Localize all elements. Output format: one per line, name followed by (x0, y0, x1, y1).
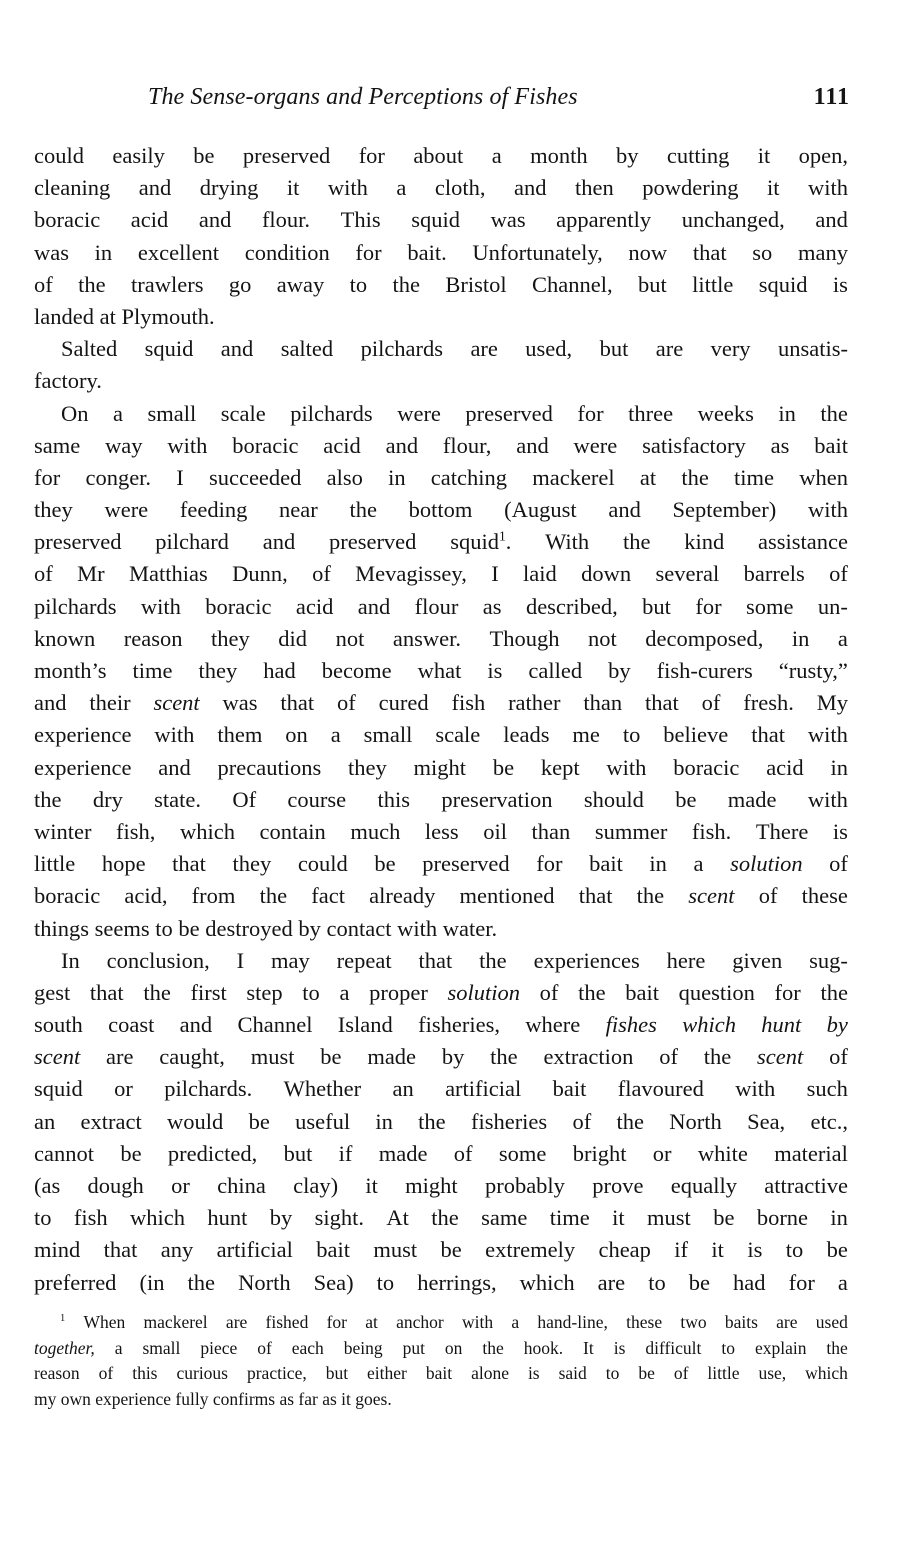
text-line: preserved pilchard and preserved squid$^1$. With the kind assistance (34, 528, 848, 555)
text-line: On a small scale pilchards were preserved for three weeks in the (61, 400, 848, 426)
footnote-line: together, a small piece of each being put on the hook. It is difficult to explain the (34, 1337, 848, 1358)
text-line: (as dough or china clay) it might probably prove equally attractive (34, 1173, 848, 1198)
text-line: month’s time they had become what is called by fish-curers “rusty,” (34, 658, 848, 683)
text-line: cleaning and drying it with a cloth, and then powdering it with (34, 175, 848, 201)
text-line: squid or pilchards. Whether an artificial bait flavoured with such (34, 1076, 848, 1102)
text-line: gest that the first step to a proper solution of the bait question for the (34, 979, 848, 1005)
text-line: Salted squid and salted pilchards are used, but are very unsatis- (61, 336, 848, 362)
text-line: same way with boracic acid and flour, and were satisfactory as bait (34, 432, 848, 458)
running-head (34, 84, 850, 124)
running-title: The Sense-organs and Perceptions of Fishes (148, 84, 578, 110)
footnotes (34, 1310, 848, 1412)
text-line: scent are caught, must be made by the extraction of the scent of (34, 1044, 848, 1070)
text-line: pilchards with boracic acid and flour as described, but for some un- (34, 593, 848, 619)
text-line: experience with them on a small scale leads me to believe that with (34, 722, 848, 748)
text-line: cannot be predicted, but if made of some bright or white material (34, 1140, 848, 1166)
text-line: factory. (34, 368, 102, 394)
text-line: boracic acid and flour. This squid was apparently unchanged, and (34, 207, 848, 233)
text-line: was in excellent condition for bait. Unfortunately, now that so many (34, 239, 848, 265)
footnote-line: $^1$ When mackerel are fished for at anchor with a hand-line, these two baits are used (60, 1312, 848, 1332)
text-line: boracic acid, from the fact already mentioned that the scent of these (34, 883, 848, 909)
page-number: 111 (813, 84, 850, 110)
text-line: landed at Plymouth. (34, 303, 215, 329)
text-line: an extract would be useful in the fisheries of the North Sea, etc., (34, 1108, 848, 1134)
text-line: things seems to be destroyed by contact with water. (34, 915, 498, 941)
text-line: could easily be preserved for about a month by cutting it open, (34, 143, 848, 168)
footnote-line: my own experience fully confirms as far as it goes. (34, 1388, 392, 1409)
text-line: south coast and Channel Island fisheries, where fishes which hunt by (34, 1012, 848, 1038)
footnote-line: reason of this curious practice, but either bait alone is said to be of little use, which (34, 1363, 848, 1383)
text-line: they were feeding near the bottom (August and September) with (34, 497, 848, 523)
text-line: the dry state. Of course this preservation should be made with (34, 786, 848, 812)
text-line: for conger. I succeeded also in catching mackerel at the time when (34, 464, 848, 490)
text-line: of Mr Matthias Dunn, of Mevagissey, I laid down several barrels of (34, 561, 848, 587)
text-line: preferred (in the North Sea) to herrings, which are to be had for a (34, 1269, 848, 1295)
text-line: known reason they did not answer. Though not decomposed, in a (34, 625, 848, 651)
text-line: winter fish, which contain much less oil than summer fish. There is (34, 818, 848, 844)
text-line: and their scent was that of cured fish rather than that of fresh. My (34, 690, 848, 716)
text-line: mind that any artificial bait must be extremely cheap if it is to be (34, 1237, 848, 1263)
body-text (34, 140, 848, 1299)
text-line: experience and precautions they might be kept with boracic acid in (34, 754, 848, 780)
text-line: In conclusion, I may repeat that the experiences here given sug- (61, 947, 848, 973)
text-line: to fish which hunt by sight. At the same time it must be borne in (34, 1205, 848, 1231)
text-line: of the trawlers go away to the Bristol Channel, but little squid is (34, 271, 848, 297)
text-line: little hope that they could be preserved for bait in a solution of (34, 851, 848, 877)
